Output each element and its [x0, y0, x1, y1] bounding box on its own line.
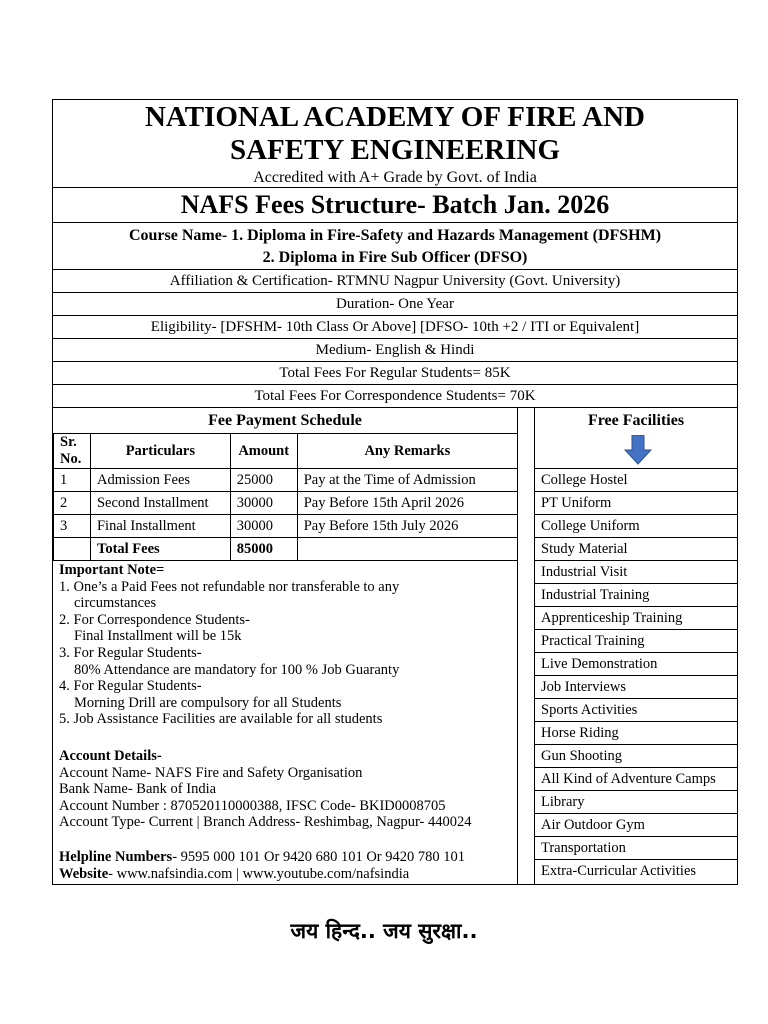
helpline-label: Helpline Numbers: [59, 849, 173, 865]
course-line1: Course Name- 1. Diploma in Fire-Safety and Hazards Management (DFSHM): [128, 227, 662, 244]
arrow-down-icon: [624, 435, 652, 465]
row-sr: 1: [54, 469, 91, 492]
account-name: Account Name- NAFS Fire and Safety Organisation: [59, 764, 363, 781]
note-item-cont: Morning Drill are compulsory for all Students: [74, 694, 342, 711]
column-header-amount: Amount: [230, 434, 297, 469]
facility-item: Study Material: [535, 537, 737, 560]
total-label: Total Fees: [90, 538, 230, 561]
batch-title: NAFS Fees Structure- Batch Jan. 2026: [53, 188, 737, 223]
column-header-sr: Sr. No.: [54, 434, 91, 469]
course-line2: 2. Diploma in Fire Sub Officer (DFSO): [262, 249, 528, 266]
table-row: [54, 515, 518, 538]
institute-name-line2: SAFETY ENGINEERING: [229, 134, 561, 166]
account-details: [59, 748, 515, 831]
facility-item: Industrial Training: [535, 583, 737, 606]
website-line: [59, 866, 519, 883]
facility-item: Sports Activities: [535, 698, 737, 721]
facility-item: Extra-Curricular Activities: [535, 859, 737, 882]
note-item: 2. For Correspondence Students-: [59, 611, 250, 628]
facility-item: Practical Training: [535, 629, 737, 652]
facility-item: Gun Shooting: [535, 744, 737, 767]
facility-item: All Kind of Adventure Camps: [535, 767, 737, 790]
eligibility-row: Eligibility- [DFSHM- 10th Class Or Above] [DFSO- 10th +2 / ITI or Equivalent]: [53, 316, 737, 339]
table-header-row: [54, 434, 518, 469]
note-item: 4. For Regular Students-: [59, 678, 202, 695]
facility-item: Industrial Visit: [535, 560, 737, 583]
course-names: [53, 223, 737, 270]
row-particulars: Admission Fees: [90, 469, 230, 492]
total-remarks: [297, 538, 517, 561]
notes-title: Important Note=: [59, 562, 165, 578]
note-item-cont: circumstances: [74, 595, 157, 612]
contact-info: [59, 849, 519, 882]
facility-item: Live Demonstration: [535, 652, 737, 675]
note-item-cont: 80% Attendance are mandatory for 100 % Job Guaranty: [74, 661, 400, 678]
facility-item: Library: [535, 790, 737, 813]
website-links: - www.nafsindia.com | www.youtube.com/nafsindia: [108, 865, 410, 882]
important-notes: [59, 562, 515, 728]
facility-item: Job Interviews: [535, 675, 737, 698]
total-row: [54, 538, 518, 561]
row-remarks: Pay Before 15th July 2026: [297, 515, 517, 538]
duration-row: Duration- One Year: [53, 293, 737, 316]
correspondence-fees-row: Total Fees For Correspondence Students= 70K: [53, 385, 737, 408]
free-facilities-title: Free Facilities: [587, 412, 685, 429]
row-remarks: Pay at the Time of Admission: [297, 469, 517, 492]
note-item: 3. For Regular Students-: [59, 644, 202, 661]
facility-item: Apprenticeship Training: [535, 606, 737, 629]
bank-name: Bank Name- Bank of India: [59, 781, 217, 798]
medium-row: Medium- English & Hindi: [53, 339, 737, 362]
total-amount: 85000: [230, 538, 297, 561]
facility-item: Horse Riding: [535, 721, 737, 744]
facility-item: PT Uniform: [535, 491, 737, 514]
account-number: Account Number : 870520110000388, IFSC Code- BKID0008705: [59, 797, 446, 814]
row-sr: 2: [54, 492, 91, 515]
table-row: [54, 469, 518, 492]
facility-item: Air Outdoor Gym: [535, 813, 737, 836]
account-title: Account Details-: [59, 748, 162, 764]
helpline-numbers: - 9595 000 101 Or 9420 680 101 Or 9420 780 101: [172, 849, 465, 865]
fee-structure-document: [52, 99, 738, 885]
facilities-list: [535, 468, 737, 882]
institute-header: [53, 100, 737, 188]
footer-slogan: जय हिन्द.. जय सुरक्षा..: [290, 919, 478, 943]
row-remarks: Pay Before 15th April 2026: [297, 492, 517, 515]
column-header-remarks: Any Remarks: [297, 434, 517, 469]
fee-schedule-title: Fee Payment Schedule: [53, 408, 517, 434]
note-item-cont: Final Installment will be 15k: [74, 628, 242, 645]
facility-item: College Uniform: [535, 514, 737, 537]
facility-item: College Hostel: [535, 468, 737, 491]
row-amount: 25000: [230, 469, 297, 492]
row-particulars: Final Installment: [90, 515, 230, 538]
helpline-line: [59, 849, 519, 866]
column-header-particulars: Particulars: [90, 434, 230, 469]
total-sr: [54, 538, 91, 561]
fee-schedule-table: [53, 433, 518, 561]
row-amount: 30000: [230, 492, 297, 515]
facility-item: Transportation: [535, 836, 737, 859]
accreditation-text: Accredited with A+ Grade by Govt. of India: [253, 169, 537, 186]
website-label: Website: [59, 865, 109, 882]
note-item: 5. Job Assistance Facilities are available for all students: [59, 711, 383, 728]
row-sr: 3: [54, 515, 91, 538]
institute-name-line1: NATIONAL ACADEMY OF FIRE AND: [144, 101, 645, 133]
row-particulars: Second Installment: [90, 492, 230, 515]
note-item: 1. One’s a Paid Fees not refundable nor transferable to any: [59, 578, 400, 595]
regular-fees-row: Total Fees For Regular Students= 85K: [53, 362, 737, 385]
row-amount: 30000: [230, 515, 297, 538]
table-row: [54, 492, 518, 515]
account-type: Account Type- Current | Branch Address- Reshimbag, Nagpur- 440024: [59, 814, 472, 831]
affiliation-row: Affiliation & Certification- RTMNU Nagpur University (Govt. University): [53, 270, 737, 293]
